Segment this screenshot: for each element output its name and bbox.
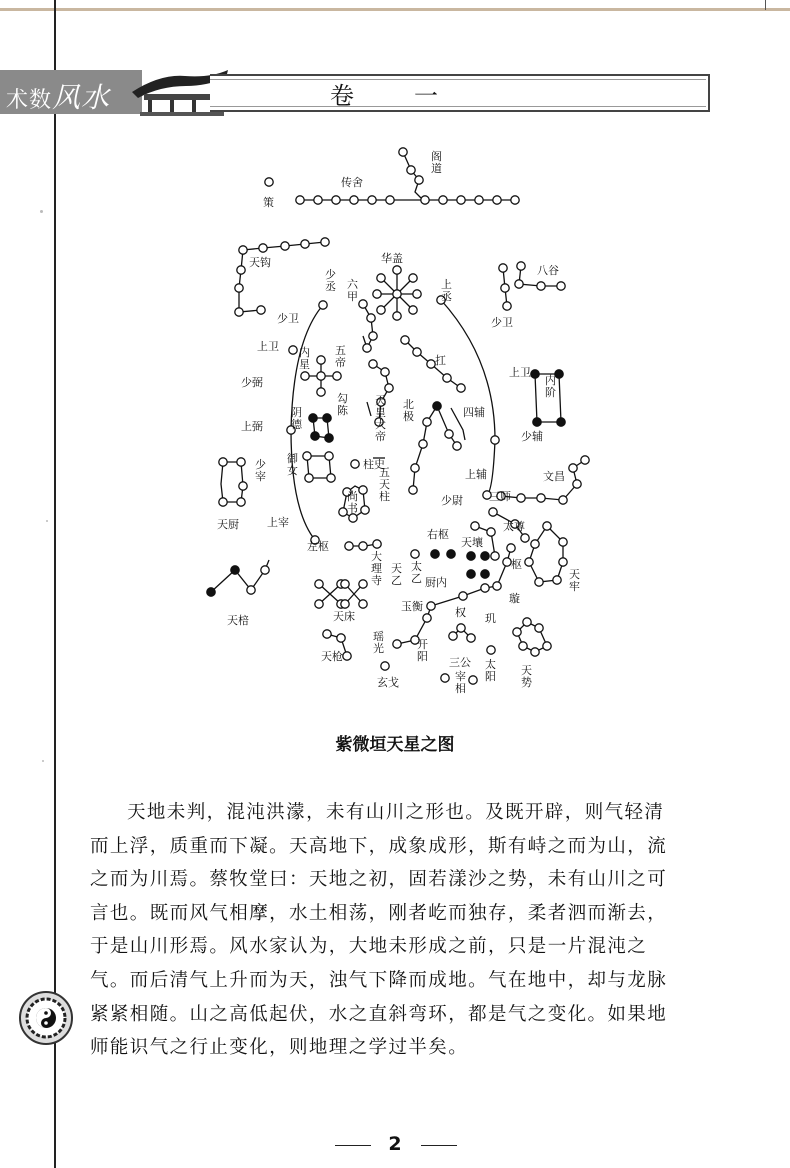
star-marker <box>219 498 227 506</box>
star-marker <box>469 676 477 684</box>
star-marker <box>351 460 359 468</box>
liujia-line <box>363 304 373 348</box>
tiangou-line <box>239 242 325 312</box>
star-label-tianlao: 天牢 <box>569 568 580 593</box>
star-label-kaiyang: 开阳 <box>417 638 428 663</box>
star-marker <box>503 558 511 566</box>
star-marker <box>339 508 347 516</box>
star-label-shaocheng-left: 少丞 <box>325 268 336 293</box>
star-marker <box>491 552 499 560</box>
star-marker <box>555 370 563 378</box>
star-marker <box>317 372 325 380</box>
star-marker <box>481 570 489 578</box>
star-label-tiangou: 天钩 <box>249 256 271 269</box>
top-border-rule <box>0 8 790 11</box>
star-marker <box>393 266 401 274</box>
star-marker <box>535 624 543 632</box>
star-label-dalisi: 大理寺 <box>371 550 382 587</box>
star-marker <box>237 498 245 506</box>
body-line: 紧紧相随。山之高低起伏，水之直斜弯环，都是气之变化。如果地 <box>90 1003 668 1025</box>
star-label-zhushi: 柱史 <box>363 458 385 471</box>
star-marker <box>457 384 465 392</box>
body-line: 之而为川焉。蔡牧堂曰：天地之初，固若漾沙之势，未有山川之可 <box>90 869 668 891</box>
star-marker <box>393 640 401 648</box>
star-marker <box>381 662 389 670</box>
star-marker <box>409 486 417 494</box>
star-marker <box>386 196 394 204</box>
star-marker <box>261 566 269 574</box>
star-label-shaobi-left: 少弼 <box>241 376 263 389</box>
star-marker <box>350 196 358 204</box>
star-marker <box>325 452 333 460</box>
star-marker <box>511 196 519 204</box>
star-marker <box>385 384 393 392</box>
star-marker <box>427 602 435 610</box>
star-label-goucheng: 勾陈 <box>337 392 348 417</box>
star-marker <box>281 242 289 250</box>
star-marker <box>237 266 245 274</box>
star-marker <box>543 522 551 530</box>
star-marker <box>359 542 367 550</box>
star-label-tianshi: 天势 <box>521 664 532 689</box>
star-marker <box>323 414 331 422</box>
star-marker <box>423 614 431 622</box>
star-label-gang: 扛 <box>435 354 446 367</box>
star-marker <box>237 458 245 466</box>
star-markers <box>207 148 589 684</box>
star-marker <box>301 372 309 380</box>
star-label-yuheng: 玉衡 <box>401 600 423 613</box>
star-marker <box>411 464 419 472</box>
star-marker <box>399 148 407 156</box>
star-label-huagai: 华盖 <box>381 252 403 265</box>
series-title <box>6 76 110 116</box>
star-marker <box>501 284 509 292</box>
star-marker <box>525 558 533 566</box>
star-marker <box>531 648 539 656</box>
body-line: 师能识气之行止变化，则地理之学过半矣。 <box>90 1037 469 1059</box>
series-title-large: 风水 <box>52 81 111 114</box>
star-marker <box>363 344 371 352</box>
tianlao-ring <box>529 526 563 582</box>
star-label-shaozai: 少宰 <box>255 458 266 483</box>
star-marker <box>559 558 567 566</box>
star-marker <box>373 540 381 548</box>
star-label-zaixiang: 宰相 <box>455 670 466 695</box>
scan-speckle <box>46 520 48 522</box>
page-number-dash-right <box>421 1145 457 1146</box>
star-marker <box>377 274 385 282</box>
star-marker <box>373 290 381 298</box>
star-marker <box>393 312 401 320</box>
star-marker <box>319 301 327 309</box>
star-marker <box>345 542 353 550</box>
body-line: 于是山川形焉。风水家认为，大地未形成之前，只是一片混沌之 <box>90 936 648 958</box>
star-label-gedao: 阁道 <box>431 150 442 175</box>
star-marker <box>533 418 541 426</box>
star-label-shangbi: 上弼 <box>241 420 263 433</box>
star-marker <box>517 262 525 270</box>
star-marker <box>481 584 489 592</box>
star-marker <box>361 506 369 514</box>
star-label-shangwei-right: 上卫 <box>509 366 531 379</box>
star-label-chuanshe: 传舍 <box>341 176 363 189</box>
star-marker <box>491 436 499 444</box>
star-marker <box>489 508 497 516</box>
right-wall-line <box>441 300 495 495</box>
star-marker <box>569 464 577 472</box>
star-marker <box>305 474 313 482</box>
star-marker <box>401 336 409 344</box>
star-marker <box>475 196 483 204</box>
star-label-neijie: 内阶 <box>545 374 556 399</box>
star-label-sifu: 四辅 <box>463 406 485 419</box>
star-label-tianyi: 天乙 <box>391 562 402 587</box>
bagua-medallion-icon <box>18 990 74 1046</box>
star-marker <box>411 550 419 558</box>
star-label-tianhuangdadi: 天皇大帝 <box>375 394 386 443</box>
star-marker <box>433 402 441 410</box>
star-marker <box>543 642 551 650</box>
star-marker <box>317 388 325 396</box>
star-label-wenchang: 文昌 <box>543 470 565 483</box>
star-marker <box>493 196 501 204</box>
star-label-taiyang: 太阳 <box>485 658 496 683</box>
star-marker <box>337 634 345 642</box>
star-marker <box>359 486 367 494</box>
star-label-shangfu: 上辅 <box>465 468 487 481</box>
star-marker <box>467 570 475 578</box>
star-marker <box>359 600 367 608</box>
star-label-shangshu: 尚书 <box>347 490 358 515</box>
figure-caption: 紫微垣天星之图 <box>335 735 455 755</box>
star-marker <box>247 586 255 594</box>
star-marker <box>327 474 335 482</box>
star-label-xuange: 玄戈 <box>377 676 399 689</box>
star-label-yaoguang: 瑶光 <box>373 630 384 655</box>
star-marker <box>423 418 431 426</box>
star-marker <box>557 418 565 426</box>
star-marker <box>581 456 589 464</box>
star-marker <box>453 442 461 450</box>
star-marker <box>559 496 567 504</box>
star-marker <box>553 576 561 584</box>
star-marker <box>409 274 417 282</box>
header-banner <box>0 70 712 114</box>
gedao-line <box>403 152 421 198</box>
star-marker <box>407 166 415 174</box>
star-marker <box>573 480 581 488</box>
tianchu-box <box>221 462 243 502</box>
star-marker <box>349 514 357 522</box>
star-label-shangwei-left: 上卫 <box>257 340 279 353</box>
star-label-tianqiang-star: 天壤 <box>461 536 483 549</box>
star-label-quan: 权 <box>455 606 466 619</box>
star-label-wudi: 五帝 <box>335 344 346 369</box>
body-line: 而上浮，质重而下凝。天高地下，成象成形，斯有峙之而为山，流 <box>90 835 668 857</box>
star-marker <box>315 580 323 588</box>
star-marker <box>332 196 340 204</box>
star-marker <box>457 624 465 632</box>
star-marker <box>413 348 421 356</box>
series-title-small: 术数 <box>6 88 53 113</box>
body-paragraph <box>90 796 720 1065</box>
star-label-shu: 枢 <box>511 558 522 571</box>
star-marker <box>367 314 375 322</box>
star-marker <box>513 628 521 636</box>
star-marker <box>471 522 479 530</box>
beiji-line <box>413 406 457 490</box>
star-marker <box>289 346 297 354</box>
star-map-svg <box>195 140 615 700</box>
star-marker <box>315 600 323 608</box>
star-marker <box>457 196 465 204</box>
star-marker <box>487 528 495 536</box>
star-label-wutianzhu: 五天柱 <box>379 466 390 503</box>
star-label-shangcheng: 上丞 <box>441 278 452 303</box>
star-marker <box>467 634 475 642</box>
star-label-ji: 玑 <box>485 612 496 625</box>
star-label-taizun: 太尊 <box>503 520 525 533</box>
top-corner-mark <box>765 0 766 10</box>
star-marker <box>507 544 515 552</box>
star-marker <box>439 196 447 204</box>
star-marker <box>537 494 545 502</box>
star-label-xuan: 璇 <box>509 592 520 605</box>
star-marker <box>481 552 489 560</box>
star-marker <box>519 642 527 650</box>
star-marker <box>259 244 267 252</box>
star-label-shaowei-left: 少卫 <box>277 312 299 325</box>
star-marker <box>459 592 467 600</box>
star-marker <box>557 282 565 290</box>
chapter-title: 卷一 <box>330 82 498 110</box>
page-number: 2 <box>388 1133 402 1155</box>
body-line: 气。而后清气上升而为天，浊气下降而成地。气在地中，却与龙脉 <box>90 969 668 991</box>
star-marker <box>359 300 367 308</box>
star-marker <box>443 374 451 382</box>
star-label-shangzai: 上宰 <box>267 516 289 529</box>
star-marker <box>493 582 501 590</box>
star-marker <box>449 632 457 640</box>
star-marker <box>499 264 507 272</box>
star-marker <box>421 196 429 204</box>
star-marker <box>301 240 309 248</box>
star-labels <box>217 149 580 695</box>
star-marker <box>309 414 317 422</box>
star-marker <box>321 238 329 246</box>
star-label-sangong: 三公 <box>449 656 471 669</box>
star-label-yinde: 阴德 <box>291 406 302 431</box>
star-marker <box>531 370 539 378</box>
star-marker <box>359 580 367 588</box>
star-marker <box>381 368 389 376</box>
star-marker <box>419 440 427 448</box>
star-marker <box>445 430 453 438</box>
star-marker <box>377 306 385 314</box>
star-marker <box>447 550 455 558</box>
star-marker <box>311 432 319 440</box>
star-label-chunei: 厨内 <box>425 576 447 589</box>
star-label-bagu: 八谷 <box>537 264 559 277</box>
star-label-shaowei-right: 少卫 <box>491 316 513 329</box>
star-marker <box>323 630 331 638</box>
star-label-tianchu: 天厨 <box>217 518 239 531</box>
star-marker <box>317 356 325 364</box>
star-marker <box>265 178 273 186</box>
star-marker <box>415 176 423 184</box>
star-marker <box>343 652 351 660</box>
star-label-shaowei-wei: 少尉 <box>441 494 463 507</box>
star-marker <box>413 290 421 298</box>
star-marker <box>369 332 377 340</box>
star-marker <box>235 284 243 292</box>
star-label-taiyi: 太乙 <box>411 560 422 585</box>
star-label-beiji: 北极 <box>403 398 414 423</box>
star-marker <box>515 280 523 288</box>
star-marker <box>333 372 341 380</box>
star-marker <box>537 282 545 290</box>
star-label-neixing: 内星 <box>299 346 310 371</box>
star-marker <box>207 588 215 596</box>
star-marker <box>521 534 529 542</box>
star-marker <box>368 196 376 204</box>
star-marker <box>523 618 531 626</box>
star-marker <box>517 494 525 502</box>
star-label-tianchuang: 天床 <box>333 610 355 623</box>
star-marker <box>219 458 227 466</box>
star-label-youshu: 右枢 <box>427 528 449 541</box>
scan-speckle <box>42 760 44 762</box>
star-label-ce: 策 <box>263 196 274 209</box>
star-marker <box>531 540 539 548</box>
star-label-yunv: 御女 <box>287 452 298 477</box>
star-marker <box>231 566 239 574</box>
star-marker <box>393 290 401 298</box>
star-label-sanshi: 三师 <box>489 490 511 503</box>
star-label-shaobi-right: 少辅 <box>521 430 543 443</box>
star-marker <box>369 360 377 368</box>
body-line: 天地未判，混沌洪濛，未有山川之形也。及既开辟，则气轻清 <box>127 802 665 823</box>
body-line: 言也。既而风气相摩，水土相荡，刚者屹而独存，柔者泗而渐去， <box>90 902 668 924</box>
star-marker <box>341 600 349 608</box>
star-label-tianqiang: 天枪 <box>321 650 343 663</box>
star-label-tianbang: 天棓 <box>227 614 249 627</box>
star-marker <box>296 196 304 204</box>
tianbang-line <box>211 560 269 592</box>
star-marker <box>535 578 543 586</box>
star-marker <box>503 302 511 310</box>
star-marker <box>559 538 567 546</box>
star-marker <box>409 306 417 314</box>
star-marker <box>257 306 265 314</box>
tianhuang-line <box>367 402 371 416</box>
star-marker <box>235 308 243 316</box>
star-marker <box>427 360 435 368</box>
star-marker <box>303 452 311 460</box>
star-marker <box>325 434 333 442</box>
star-marker <box>239 482 247 490</box>
scan-speckle <box>40 210 43 213</box>
star-marker <box>467 552 475 560</box>
star-label-zuoshu: 左枢 <box>307 540 329 553</box>
star-marker <box>487 646 495 654</box>
star-marker <box>314 196 322 204</box>
star-marker <box>341 580 349 588</box>
star-label-liujia: 六甲 <box>347 278 358 303</box>
star-marker <box>239 246 247 254</box>
star-marker <box>441 674 449 682</box>
star-marker <box>431 550 439 558</box>
star-map-figure <box>195 140 615 700</box>
